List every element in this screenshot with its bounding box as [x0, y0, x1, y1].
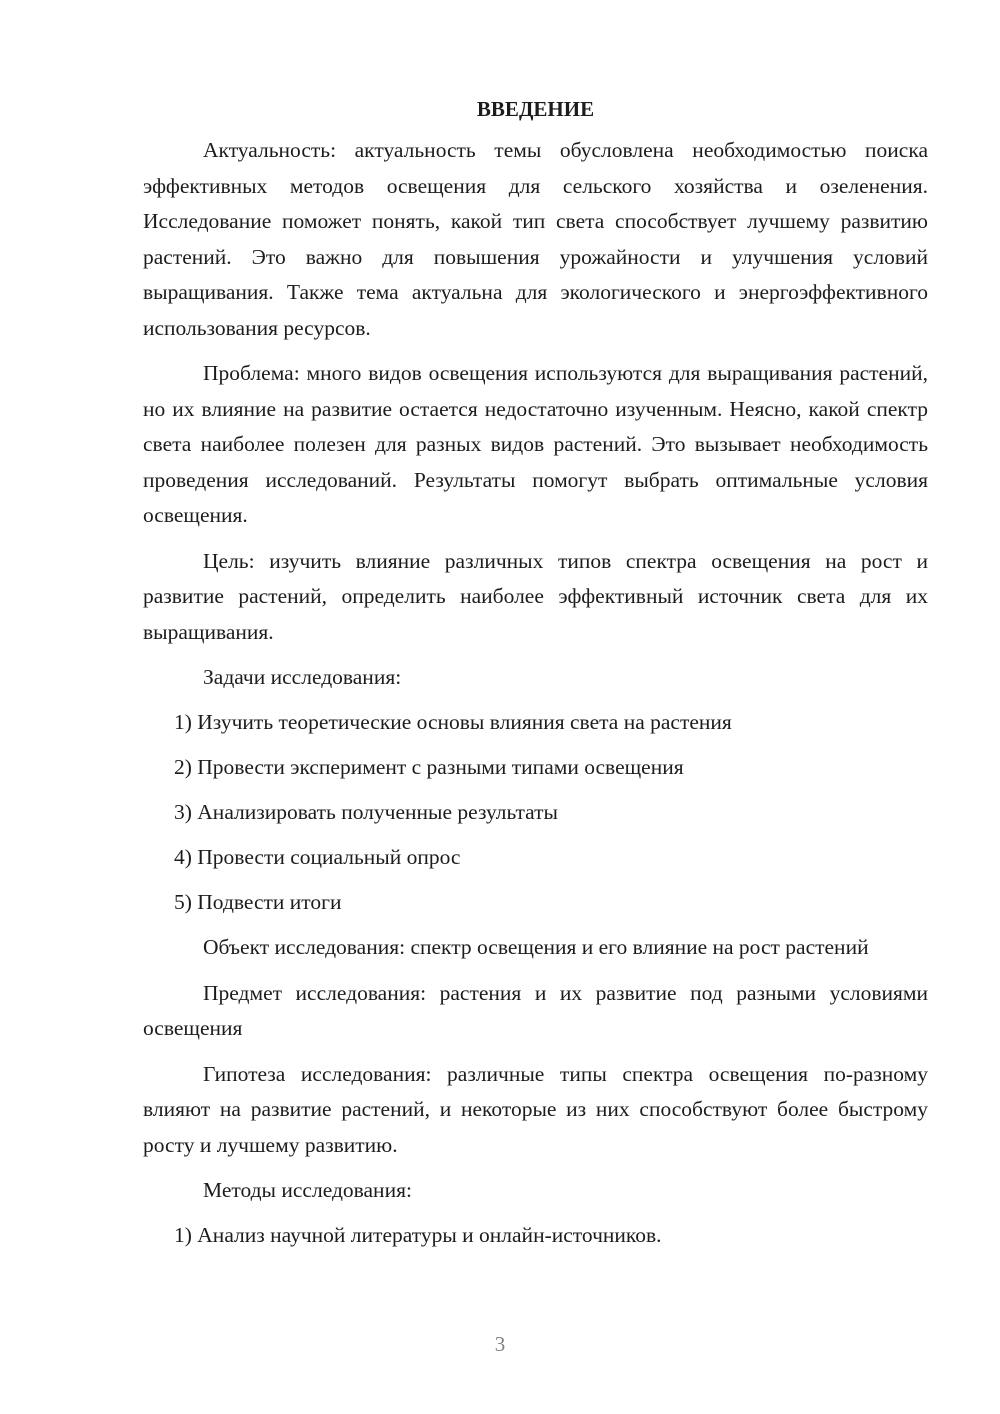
methods-heading: Методы исследования: — [203, 1178, 412, 1202]
goal-paragraph: Цель: изучить влияние различных типов спектра освещения на рост и развитие растений, определить наиболее эффективный источник света для их выращивания. — [143, 548, 928, 644]
list-item: 3) Анализировать полученные результаты — [174, 800, 558, 824]
page-number: 3 — [494, 1332, 506, 1356]
relevance-paragraph: Актуальность: актуальность темы обусловлена необходимостью поиска эффективных методов освещения для сельского хозяйства и озеленения. Исследование поможет понять, какой тип света способствует лучшему развитию растений. Это важно для повышения урожайности и улучшения условий выращивания. Также тема актуальна для экологического и энергоэффективного использования ресурсов. — [143, 138, 928, 340]
problem-paragraph: Проблема: много видов освещения используются для выращивания растений, но их влияние на развитие остается недостаточно изученным. Неясно, какой спектр света наиболее полезен для разных видов растений. Это вызывает необходимость проведения исследований. Результаты помогут выбрать оптимальные условия освещения. — [143, 361, 928, 527]
section-title: ВВЕДЕНИЕ — [476, 97, 595, 121]
list-item: 1) Изучить теоретические основы влияния света на растения — [174, 710, 732, 734]
object-paragraph: Объект исследования: спектр освещения и его влияние на рост растений — [203, 935, 869, 959]
list-item: 1) Анализ научной литературы и онлайн-источников. — [174, 1223, 662, 1247]
tasks-list — [143, 705, 928, 920]
list-item: 4) Провести социальный опрос — [174, 845, 461, 869]
list-item: 2) Провести эксперимент с разными типами освещения — [174, 755, 684, 779]
subject-paragraph: Предмет исследования: растения и их развитие под разными условиями освещения — [143, 980, 928, 1040]
methods-list — [143, 1218, 928, 1253]
hypothesis-paragraph: Гипотеза исследования: различные типы спектра освещения по-разному влияют на развитие растений, и некоторые из них способствуют более быстрому росту и лучшему развитию. — [143, 1061, 928, 1157]
document-page — [143, 92, 928, 1263]
list-item: 5) Подвести итоги — [174, 890, 342, 914]
tasks-heading: Задачи исследования: — [203, 665, 402, 689]
